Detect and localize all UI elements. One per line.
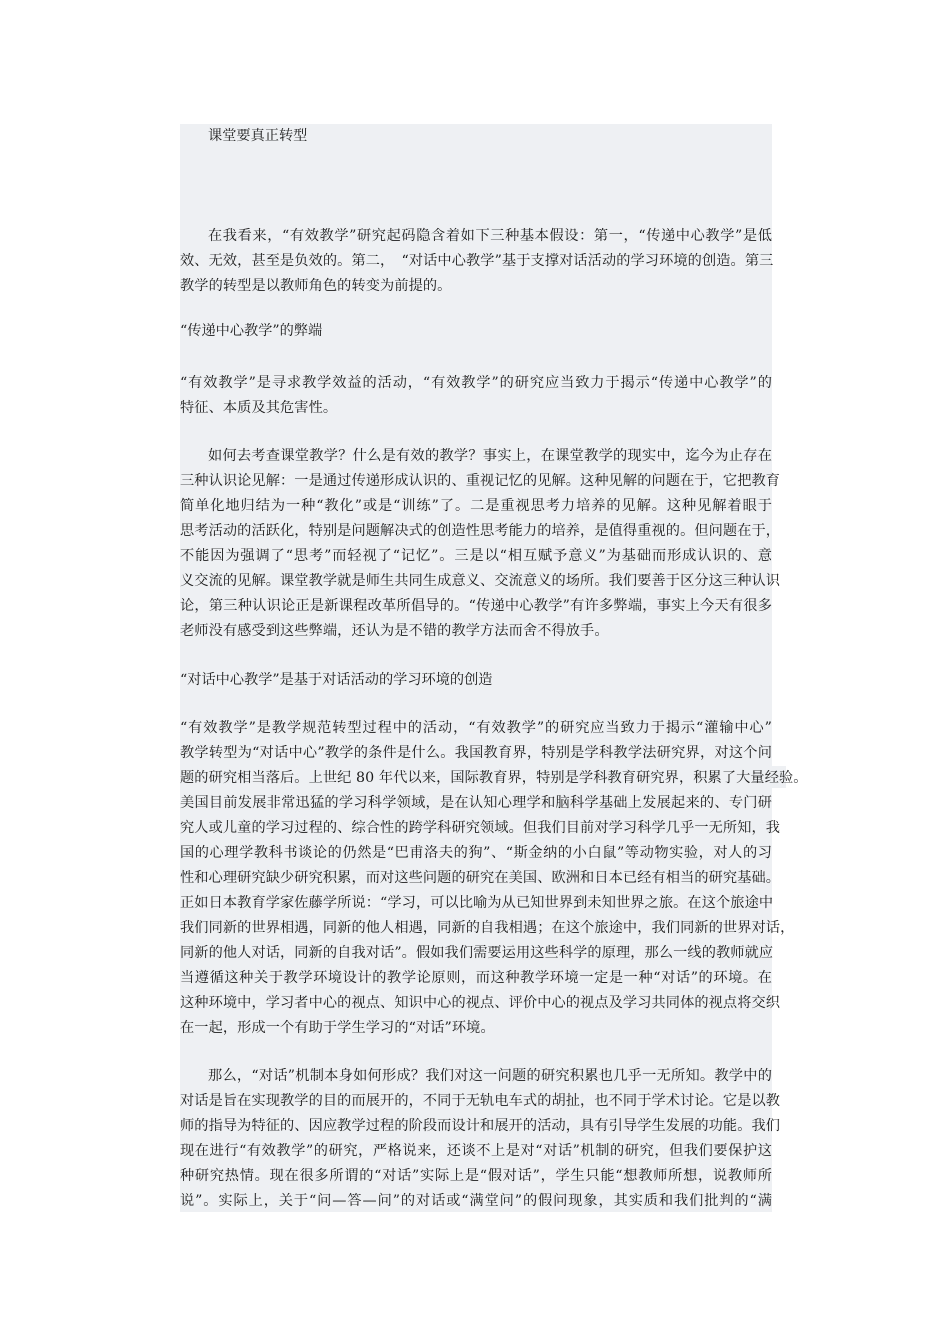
text-line: 论，第三种认识论正是新课程改革所倡导的。“传递中心教学”有许多弊端，事实上今天有很多: [180, 598, 772, 614]
text-line: 在我看来，“有效教学”研究起码隐含着如下三种基本假设：第一，“传递中心教学”是低: [208, 228, 772, 244]
document-title: 课堂要真正转型: [208, 128, 308, 144]
text-line: 我们同新的世界相遇，同新的他人相遇，同新的自我相遇；在这个旅途中，我们同新的世界对话，: [180, 920, 795, 936]
text-line: 特征、本质及其危害性。: [180, 400, 338, 416]
section-heading-2: “对话中心教学”是基于对话活动的学习环境的创造: [180, 672, 493, 688]
text-line: 效、无效，甚至是负效的。第二， “对话中心教学”基于支撑对话活动的学习环境的创造。第三: [180, 253, 774, 269]
text-line: 当遵循这种关于教学环境设计的教学论原则，而这种教学环境一定是一种“对话”的环境。在: [180, 970, 772, 986]
text-line: 说”。实际上，关于“问—答—问”的对话或“满堂问”的假问现象，其实质和我们批判的“满: [180, 1193, 772, 1209]
text-line: 究人或儿童的学习过程的、综合性的跨学科研究领域。但我们目前对学习科学几乎一无所知，我: [180, 820, 781, 836]
text-line: 教学的转型是以教师角色的转变为前提的。: [180, 278, 452, 294]
text-line: 老师没有感受到这些弊端，还认为是不错的教学方法而舍不得放手。: [180, 623, 609, 639]
text-line: 题的研究相当落后。上世纪 80 年代以来，国际教育界，特别是学科教育研究界，积累了大量经验。: [180, 770, 808, 786]
text-line: 不能因为强调了“思考”而轻视了“记忆”。三是以“相互赋予意义”为基础而形成认识的、意: [180, 548, 772, 564]
text-line: 教学转型为“对话中心”教学的条件是什么。我国教育界，特别是学科教学法研究界，对这个问: [180, 745, 772, 761]
text-line: 如何去考查课堂教学？什么是有效的教学？事实上，在课堂教学的现实中，迄今为止存在: [208, 448, 772, 464]
text-line: 这种环境中，学习者中心的视点、知识中心的视点、评价中心的视点及学习共同体的视点将交织: [180, 995, 781, 1011]
text-line: “有效教学”是教学规范转型过程中的活动，“有效教学”的研究应当致力于揭示“灌输中心”: [180, 720, 772, 736]
text-line: 对话是旨在实现教学的目的而展开的，不同于无轨电车式的胡扯，也不同于学术讨论。它是以教: [180, 1093, 781, 1109]
text-line: 三种认识论见解：一是通过传递形成认识的、重视记忆的见解。这种见解的问题在于，它把教育: [180, 473, 781, 489]
text-line: 种研究热情。现在很多所谓的“对话”实际上是“假对话”，学生只能“想教师所想，说教师所: [180, 1168, 772, 1184]
text-line: 现在进行“有效教学”的研究，严格说来，还谈不上是对“对话”机制的研究，但我们要保护这: [180, 1143, 772, 1159]
text-line: 美国目前发展非常迅猛的学习科学领域，是在认知心理学和脑科学基础上发展起来的、专门研: [180, 795, 772, 811]
text-line: 简单化地归结为一种“教化”或是“训练”了。二是重视思考力培养的见解。这种见解着眼于: [180, 498, 772, 514]
text-line: 同新的他人对话，同新的自我对话”。假如我们需要运用这些科学的原理，那么一线的教师就应: [180, 945, 774, 961]
text-line: 义交流的见解。课堂教学就是师生共同生成意义、交流意义的场所。我们要善于区分这三种认识: [180, 573, 781, 589]
text-line: 师的指导为特征的、因应教学过程的阶段而设计和展开的活动，具有引导学生发展的功能。我们: [180, 1118, 781, 1134]
text-line: 那么，“对话”机制本身如何形成？我们对这一问题的研究积累也几乎一无所知。教学中的: [208, 1068, 772, 1084]
text-line: 正如日本教育学家佐藤学所说：“学习，可以比喻为从已知世界到未知世界之旅。在这个旅途中: [180, 895, 774, 911]
text-line: “有效教学”是寻求教学效益的活动，“有效教学”的研究应当致力于揭示“传递中心教学”的: [180, 375, 772, 391]
text-line: 在一起，形成一个有助于学生学习的“对话”环境。: [180, 1020, 495, 1036]
text-line: 国的心理学教科书谈论的仍然是“巴甫洛夫的狗”、“斯金纳的小白鼠”等动物实验，对人的习: [180, 845, 772, 861]
section-heading-1: “传递中心教学”的弊端: [180, 323, 323, 339]
text-line: 思考活动的活跃化，特别是问题解决式的创造性思考能力的培养，是值得重视的。但问题在于，: [180, 523, 781, 539]
text-line: 性和心理研究缺少研究积累，而对这些问题的研究在美国、欧洲和日本已经有相当的研究基础。: [180, 870, 781, 886]
